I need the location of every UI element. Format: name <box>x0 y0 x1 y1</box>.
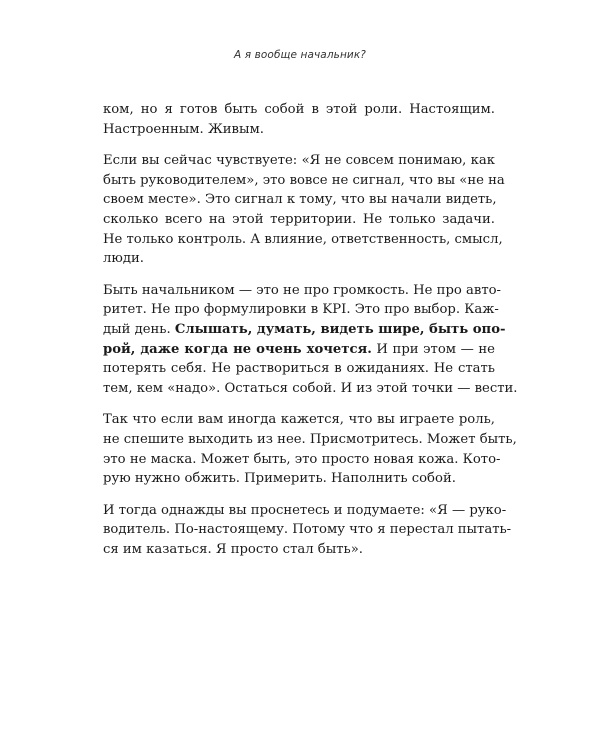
text-segment: Если вы сейчас чувствуете: «Я не совсем понимаю, как <box>103 153 495 169</box>
text-line <box>103 190 495 210</box>
text-line <box>103 281 502 301</box>
text-segment: это не маска. Может быть, это просто новая кожа. Кото- <box>103 451 501 467</box>
text-segment: люди. <box>103 251 144 267</box>
text-line <box>103 249 495 269</box>
running-header: А я вообще начальник? <box>234 49 366 61</box>
text-segment: И тогда однажды вы проснетесь и подумаете: «Я — руко- <box>103 502 507 518</box>
text-segment: Настроенным. Живым. <box>103 121 264 137</box>
paragraph-3 <box>103 281 518 399</box>
text-line <box>103 410 495 430</box>
text-segment: Так что если вам иногда кажется, что вы играете роль, <box>103 412 495 428</box>
text-segment: тем, кем «надо». Остаться собой. И из этой точки — вести. <box>103 380 518 396</box>
body-text <box>103 100 518 571</box>
text-segment: своем месте». Это сигнал к тому, что вы начали видеть, <box>103 192 497 208</box>
text-segment: не спешите выходить из нее. Присмотритесь. Может быть, <box>103 431 517 447</box>
text-segment: потерять себя. Не раствориться в ожиданиях. Не стать <box>103 361 495 377</box>
text-line <box>103 171 505 191</box>
text-segment: быть руководителем», это вовсе не сигнал, что вы «не на <box>103 172 505 188</box>
text-segment: ритет. Не про формулировки в KPI. Это про выбор. Каж- <box>103 302 499 318</box>
text-line <box>103 151 495 171</box>
text-line <box>103 430 517 450</box>
text-segment: Быть начальником — это не про громкость. Не про авто- <box>103 282 502 298</box>
paragraph-2 <box>103 151 505 269</box>
text-line <box>103 520 512 540</box>
text-line <box>103 450 501 470</box>
text-segment: Не только контроль. А влияние, ответственность, смысл, <box>103 231 503 247</box>
text-segment: ком, но я готов быть собой в этой роли. Настоящим. <box>103 102 495 117</box>
text-segment: И при этом — не <box>371 341 495 357</box>
text-segment: дый день. <box>103 321 175 337</box>
paragraph-4 <box>103 410 517 488</box>
text-line <box>103 300 499 320</box>
text-line <box>103 379 518 399</box>
text-line <box>103 100 495 120</box>
text-segment: водитель. По-настоящему. Потому что я перестал пытать- <box>103 522 512 538</box>
text-line <box>103 230 503 250</box>
paragraph-1 <box>103 100 495 139</box>
text-segment: рую нужно обжить. Примерить. Наполнить собой. <box>103 471 456 487</box>
text-line <box>103 501 507 521</box>
bold-text-segment: рой, даже когда не очень хочется. <box>103 341 372 357</box>
text-segment: сколько всего на этой территории. Не только задачи. <box>103 211 495 227</box>
paragraph-5 <box>103 501 512 560</box>
text-line <box>103 210 495 230</box>
bold-text-segment: Слышать, думать, видеть шире, быть опо- <box>174 321 506 337</box>
text-line <box>103 320 506 340</box>
text-line <box>103 340 495 360</box>
text-line <box>103 540 495 560</box>
text-line <box>103 359 495 379</box>
text-line <box>103 120 495 140</box>
text-line <box>103 469 495 489</box>
text-segment: ся им казаться. Я просто стал быть». <box>103 541 363 557</box>
